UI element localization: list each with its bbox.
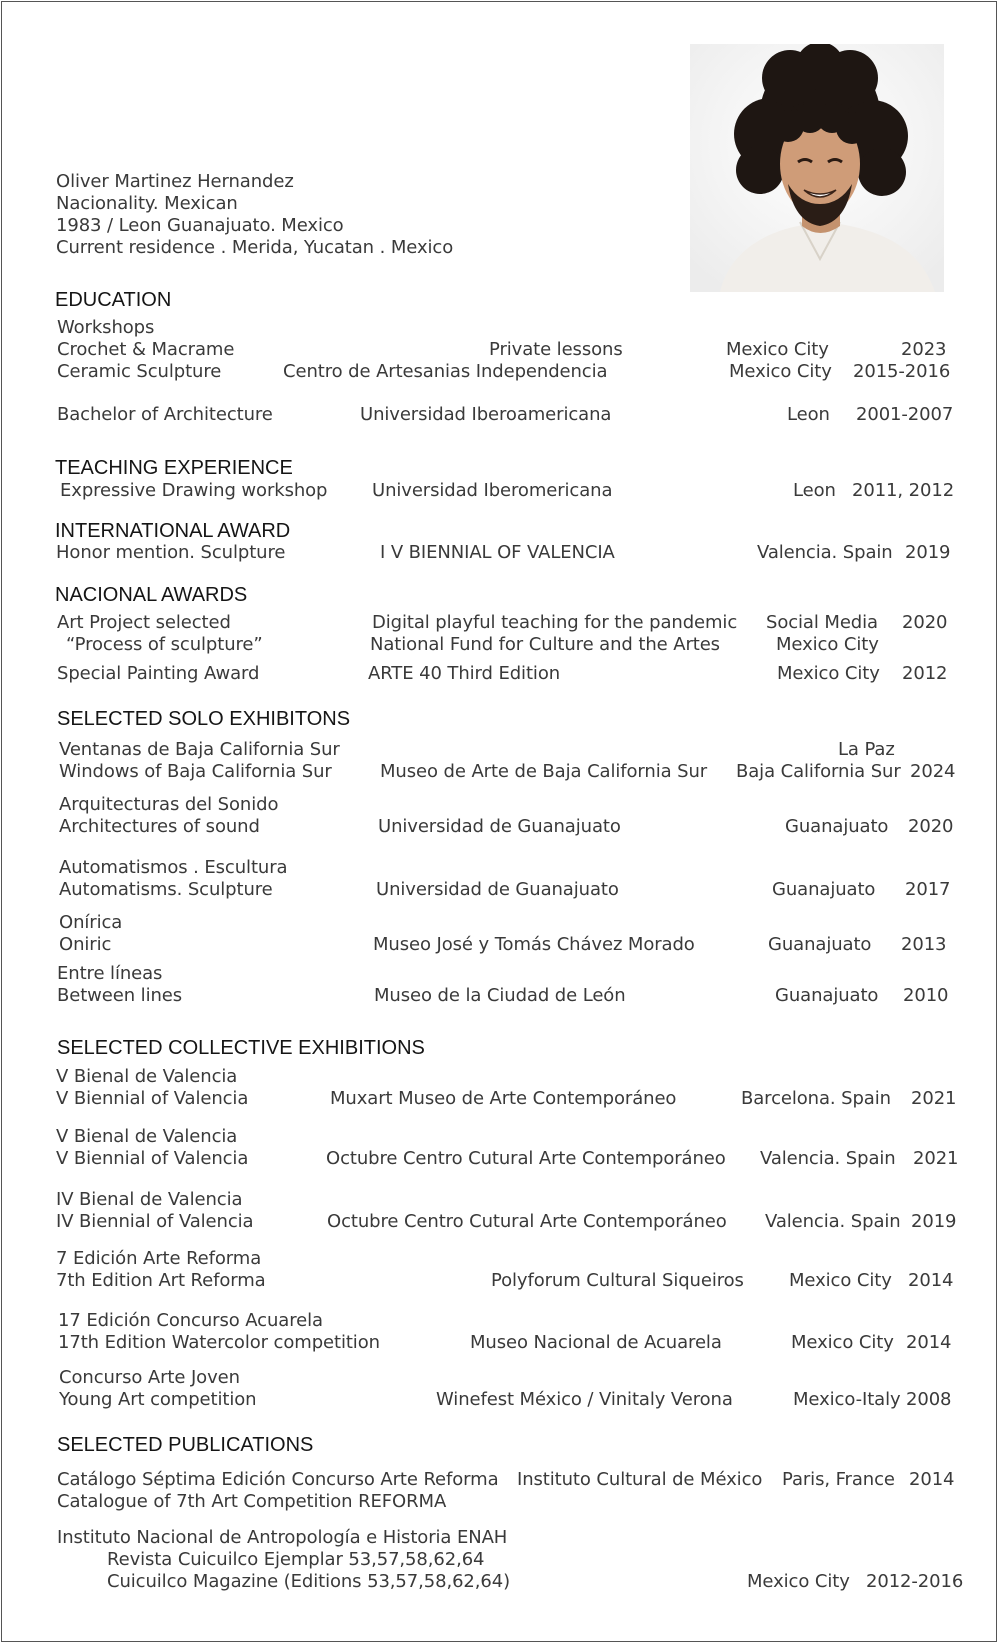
- collective-place: Valencia. Spain: [765, 1211, 901, 1232]
- solo-year: 2024: [910, 761, 956, 782]
- workshops-label: Workshops: [57, 317, 155, 338]
- national-heading: NACIONAL AWARDS: [55, 584, 248, 606]
- solo-venue: Museo de la Ciudad de León: [374, 985, 626, 1006]
- collective-place: Barcelona. Spain: [741, 1088, 891, 1109]
- publication-line3: Cuicuilco Magazine (Editions 53,57,58,62,64): [107, 1571, 511, 1592]
- award-title: “Process of sculpture”: [66, 634, 263, 655]
- international-heading: INTERNATIONAL AWARD: [55, 520, 291, 542]
- solo-title-es: Ventanas de Baja California Sur: [59, 739, 340, 760]
- publication-line2: Catalogue of 7th Art Competition REFORMA: [57, 1491, 447, 1512]
- education-place: Mexico City: [729, 361, 832, 382]
- solo-title-en: Windows of Baja California Sur: [59, 761, 332, 782]
- solo-title-es: Entre líneas: [57, 963, 163, 984]
- solo-place: Guanajuato: [768, 934, 872, 955]
- education-title: Crochet & Macrame: [57, 339, 235, 360]
- collective-year: 2021: [911, 1088, 957, 1109]
- collective-venue: Octubre Centro Cutural Arte Contemporáneo: [326, 1148, 726, 1169]
- collective-venue: Muxart Museo de Arte Contemporáneo: [330, 1088, 677, 1109]
- solo-title-en: Automatisms. Sculpture: [59, 879, 273, 900]
- collective-heading: SELECTED COLLECTIVE EXHIBITIONS: [57, 1037, 425, 1059]
- nationality: Nacionality. Mexican: [56, 193, 238, 214]
- award-place: Valencia. Spain: [757, 542, 893, 563]
- solo-heading: SELECTED SOLO EXHIBITONS: [57, 708, 351, 730]
- collective-year: 2014: [906, 1332, 952, 1353]
- teaching-place: Leon: [793, 480, 836, 501]
- education-year: 2015-2016: [853, 361, 951, 382]
- solo-year: 2013: [901, 934, 947, 955]
- education-year: 2023: [901, 339, 947, 360]
- teaching-institution: Universidad Iberomericana: [372, 480, 613, 501]
- solo-place: Guanajuato: [772, 879, 876, 900]
- publication-line2: Revista Cuicuilco Ejemplar 53,57,58,62,64: [107, 1549, 485, 1570]
- solo-title-en: Architectures of sound: [59, 816, 260, 837]
- award-title: Art Project selected: [57, 612, 231, 633]
- award-year: 2012: [902, 663, 948, 684]
- collective-year: 2019: [911, 1211, 957, 1232]
- education-heading: EDUCATION: [55, 289, 172, 311]
- collective-venue: Octubre Centro Cutural Arte Contemporáneo: [327, 1211, 727, 1232]
- collective-title-en: V Biennial of Valencia: [56, 1088, 249, 1109]
- collective-title-es: V Bienal de Valencia: [56, 1126, 238, 1147]
- collective-title-en: Young Art competition: [59, 1389, 257, 1410]
- award-institution: National Fund for Culture and the Artes: [370, 634, 720, 655]
- solo-place: Guanajuato: [785, 816, 889, 837]
- award-year: 2020: [902, 612, 948, 633]
- education-institution: Universidad Iberoamericana: [360, 404, 612, 425]
- collective-venue: Museo Nacional de Acuarela: [470, 1332, 722, 1353]
- education-place: Leon: [787, 404, 830, 425]
- education-year: 2001-2007: [856, 404, 954, 425]
- award-institution: I V BIENNIAL OF VALENCIA: [380, 542, 615, 563]
- publication-year: 2012-2016: [866, 1571, 964, 1592]
- collective-title-es: 7 Edición Arte Reforma: [56, 1248, 262, 1269]
- solo-year: 2010: [903, 985, 949, 1006]
- award-title: Special Painting Award: [57, 663, 260, 684]
- collective-title-es: Concurso Arte Joven: [59, 1367, 240, 1388]
- publication-place: Mexico City: [747, 1571, 850, 1592]
- collective-place: Mexico City: [789, 1270, 892, 1291]
- person-name: Oliver Martinez Hernandez: [56, 171, 294, 192]
- solo-title-es: Automatismos . Escultura: [59, 857, 288, 878]
- collective-year: 2008: [906, 1389, 952, 1410]
- solo-venue: Universidad de Guanajuato: [376, 879, 619, 900]
- solo-title-en: Between lines: [57, 985, 183, 1006]
- publication-line1: Catálogo Séptima Edición Concurso Arte Reforma: [57, 1469, 499, 1490]
- collective-title-en: 7th Edition Art Reforma: [56, 1270, 266, 1291]
- education-title: Ceramic Sculpture: [57, 361, 222, 382]
- collective-place: Mexico-Italy: [793, 1389, 901, 1410]
- award-place: Mexico City: [777, 663, 880, 684]
- publication-year: 2014: [909, 1469, 955, 1490]
- solo-title-es: Arquitecturas del Sonido: [59, 794, 279, 815]
- solo-venue: Museo José y Tomás Chávez Morado: [373, 934, 695, 955]
- publication-place: Paris, France: [782, 1469, 895, 1490]
- collective-title-en: V Biennial of Valencia: [56, 1148, 249, 1169]
- solo-year: 2020: [908, 816, 954, 837]
- solo-venue: Universidad de Guanajuato: [378, 816, 621, 837]
- birth-info: 1983 / Leon Guanajuato. Mexico: [56, 215, 344, 236]
- collective-year: 2021: [913, 1148, 959, 1169]
- collective-title-en: IV Biennial of Valencia: [56, 1211, 254, 1232]
- award-place: Mexico City: [776, 634, 879, 655]
- collective-title-es: V Bienal de Valencia: [56, 1066, 238, 1087]
- collective-year: 2014: [908, 1270, 954, 1291]
- award-institution: Digital playful teaching for the pandemic: [372, 612, 738, 633]
- solo-place: Baja California Sur: [736, 761, 901, 782]
- solo-title-en: Oniric: [59, 934, 112, 955]
- collective-venue: Polyforum Cultural Siqueiros: [491, 1270, 744, 1291]
- current-residence: Current residence . Merida, Yucatan . Mexico: [56, 237, 454, 258]
- collective-venue: Winefest México / Vinitaly Verona: [436, 1389, 733, 1410]
- collective-title-es: IV Bienal de Valencia: [56, 1189, 243, 1210]
- award-institution: ARTE 40 Third Edition: [368, 663, 561, 684]
- collective-title-es: 17 Edición Concurso Acuarela: [58, 1310, 323, 1331]
- collective-place: Valencia. Spain: [760, 1148, 896, 1169]
- collective-title-en: 17th Edition Watercolor competition: [58, 1332, 380, 1353]
- award-title: Honor mention. Sculpture: [56, 542, 286, 563]
- education-institution: Private lessons: [489, 339, 623, 360]
- solo-place-line1: La Paz: [838, 739, 895, 760]
- education-place: Mexico City: [726, 339, 829, 360]
- teaching-heading: TEACHING EXPERIENCE: [55, 457, 293, 479]
- education-title: Bachelor of Architecture: [57, 404, 273, 425]
- teaching-year: 2011, 2012: [852, 480, 955, 501]
- award-year: 2019: [905, 542, 951, 563]
- solo-title-es: Onírica: [59, 912, 123, 933]
- publication-line1: Instituto Nacional de Antropología e Historia ENAH: [57, 1527, 508, 1548]
- award-place: Social Media: [766, 612, 878, 633]
- teaching-title: Expressive Drawing workshop: [60, 480, 328, 501]
- solo-place: Guanajuato: [775, 985, 879, 1006]
- solo-year: 2017: [905, 879, 951, 900]
- portrait-photo: [690, 44, 944, 292]
- publication-institution: Instituto Cultural de México: [517, 1469, 763, 1490]
- education-institution: Centro de Artesanias Independencia: [283, 361, 608, 382]
- collective-place: Mexico City: [791, 1332, 894, 1353]
- publications-heading: SELECTED PUBLICATIONS: [57, 1434, 314, 1456]
- solo-venue: Museo de Arte de Baja California Sur: [380, 761, 708, 782]
